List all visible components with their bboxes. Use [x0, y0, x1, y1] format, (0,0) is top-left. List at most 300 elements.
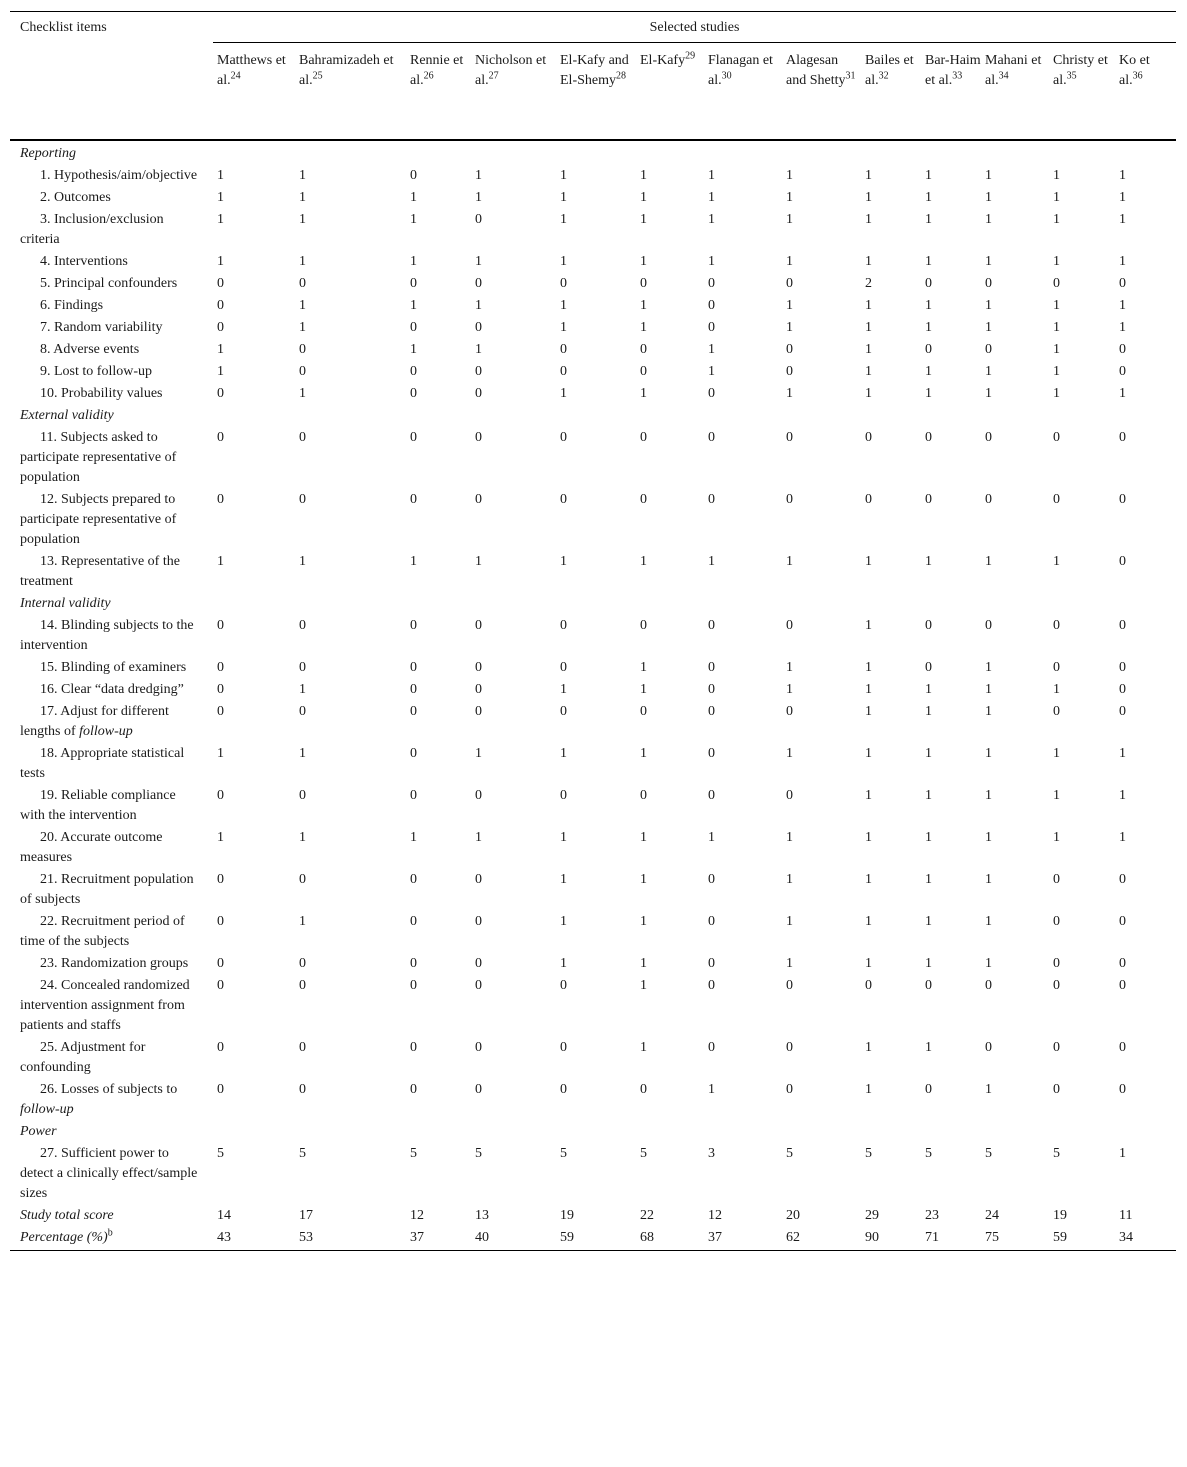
score-cell: 1	[1119, 320, 1126, 335]
score-cell: 1	[475, 168, 482, 183]
score-cell: 0	[708, 872, 715, 887]
score-cell: 1	[985, 682, 992, 697]
score-cell: 0	[925, 342, 932, 357]
score-cell: 1	[299, 190, 306, 205]
score-cell: 0	[217, 298, 224, 313]
study-header	[471, 43, 556, 141]
corner-header: Checklist items	[10, 12, 213, 141]
score-cell: 0	[560, 276, 567, 291]
checklist-item-label	[10, 339, 213, 361]
score-cell: 0	[786, 364, 793, 379]
score-cell: 1	[560, 554, 567, 569]
score-cell: 1	[217, 746, 224, 761]
score-cell: 1	[925, 872, 932, 887]
checklist-item-label	[10, 317, 213, 339]
score-cell: 0	[1053, 978, 1060, 993]
study-header	[861, 43, 921, 141]
score-cell: 1	[640, 168, 647, 183]
table-row	[10, 489, 1176, 551]
score-cell: 0	[1119, 342, 1126, 357]
score-cell: 1	[1119, 830, 1126, 845]
score-cell: 5	[985, 1146, 992, 1161]
total-cell: 22	[640, 1208, 654, 1223]
score-cell: 0	[217, 914, 224, 929]
score-cell: 1	[1053, 190, 1060, 205]
score-cell: 0	[217, 320, 224, 335]
score-cell: 1	[1053, 364, 1060, 379]
study-reference: 28	[616, 70, 626, 82]
score-cell: 1	[865, 1082, 872, 1097]
score-cell: 1	[640, 298, 647, 313]
score-cell: 1	[925, 788, 932, 803]
study-reference: 32	[878, 70, 889, 82]
checklist-item-label	[10, 657, 213, 679]
score-cell: 0	[560, 342, 567, 357]
score-cell: 0	[786, 492, 793, 507]
score-cell: 0	[299, 342, 306, 357]
score-cell: 1	[217, 830, 224, 845]
score-cell: 1	[925, 212, 932, 227]
checklist-item-label	[10, 743, 213, 785]
study-header	[213, 43, 295, 141]
study-header	[704, 43, 782, 141]
score-cell: 1	[640, 190, 647, 205]
score-cell: 0	[640, 704, 647, 719]
score-cell: 1	[925, 704, 932, 719]
score-cell: 1	[865, 254, 872, 269]
checklist-item-text: 19. Reliable compliance with the intervention	[20, 788, 176, 823]
checklist-item-label	[10, 1079, 213, 1121]
score-cell: 1	[475, 554, 482, 569]
score-cell: 0	[410, 746, 417, 761]
study-name: Mahani et al.	[985, 53, 1042, 88]
score-cell: 5	[1053, 1146, 1060, 1161]
score-cell: 1	[410, 298, 417, 313]
score-cell: 1	[786, 386, 793, 401]
score-cell: 1	[925, 298, 932, 313]
checklist-item-text: 26. Losses of subjects to	[40, 1082, 178, 1097]
score-cell: 1	[299, 746, 306, 761]
score-cell: 1	[985, 660, 992, 675]
study-name: El-Kafy and El-Shemy	[560, 53, 629, 88]
score-cell: 0	[1119, 430, 1126, 445]
score-cell: 0	[1119, 956, 1126, 971]
checklist-item-text: 22. Recruitment period of time of the subjects	[20, 914, 185, 949]
study-header	[921, 43, 981, 141]
score-cell: 1	[1053, 212, 1060, 227]
score-cell: 0	[410, 978, 417, 993]
score-cell: 1	[925, 682, 932, 697]
score-cell: 1	[217, 342, 224, 357]
score-cell: 1	[640, 386, 647, 401]
score-cell: 1	[925, 746, 932, 761]
study-name: Alagesan and Shetty	[786, 53, 846, 88]
score-cell: 1	[410, 554, 417, 569]
score-cell: 0	[640, 364, 647, 379]
score-cell: 1	[299, 320, 306, 335]
score-cell: 1	[786, 554, 793, 569]
score-cell: 0	[410, 682, 417, 697]
checklist-item-label	[10, 383, 213, 405]
checklist-item-label	[10, 827, 213, 869]
score-cell: 0	[560, 660, 567, 675]
score-cell: 0	[708, 618, 715, 633]
table-row	[10, 869, 1176, 911]
study-header	[556, 43, 636, 141]
score-cell: 1	[865, 682, 872, 697]
score-cell: 0	[925, 660, 932, 675]
checklist-item-text: 14. Blinding subjects to the intervention	[20, 618, 194, 653]
score-cell: 1	[925, 386, 932, 401]
score-cell: 1	[985, 386, 992, 401]
score-cell: 1	[985, 746, 992, 761]
score-cell: 0	[475, 956, 482, 971]
checklist-item-emphasis: follow-up	[79, 724, 133, 739]
table-row	[10, 1037, 1176, 1079]
score-cell: 0	[475, 978, 482, 993]
table-row	[10, 295, 1176, 317]
score-cell: 0	[1053, 1040, 1060, 1055]
score-cell: 0	[560, 704, 567, 719]
total-row	[10, 1227, 1176, 1251]
score-cell: 1	[475, 342, 482, 357]
score-cell: 1	[410, 830, 417, 845]
score-cell: 0	[985, 342, 992, 357]
checklist-item-label	[10, 679, 213, 701]
score-cell: 0	[1053, 914, 1060, 929]
score-cell: 0	[299, 1040, 306, 1055]
score-cell: 1	[217, 554, 224, 569]
score-cell: 1	[985, 254, 992, 269]
score-cell: 0	[299, 492, 306, 507]
score-cell: 0	[1119, 276, 1126, 291]
score-cell: 1	[475, 254, 482, 269]
score-cell: 1	[1119, 212, 1126, 227]
score-cell: 1	[865, 212, 872, 227]
table-row	[10, 785, 1176, 827]
score-cell: 0	[1119, 978, 1126, 993]
score-cell: 0	[217, 872, 224, 887]
score-cell: 1	[865, 746, 872, 761]
score-cell: 1	[925, 364, 932, 379]
score-cell: 0	[640, 276, 647, 291]
total-cell: 37	[406, 1227, 471, 1251]
checklist-item-label	[10, 953, 213, 975]
score-cell: 1	[985, 320, 992, 335]
score-cell: 0	[217, 386, 224, 401]
score-cell: 0	[786, 1082, 793, 1097]
total-cell: 11	[1119, 1208, 1133, 1223]
total-cell: 34	[1115, 1227, 1176, 1251]
score-cell: 0	[475, 320, 482, 335]
checklist-item-label	[10, 187, 213, 209]
score-cell: 0	[708, 978, 715, 993]
study-name: Bar-Haim et al.	[925, 53, 981, 88]
score-cell: 0	[410, 914, 417, 929]
score-cell: 1	[560, 830, 567, 845]
score-cell: 0	[560, 618, 567, 633]
score-cell: 1	[1053, 788, 1060, 803]
score-cell: 1	[985, 788, 992, 803]
total-cell: 19	[1053, 1208, 1067, 1223]
score-cell: 1	[299, 212, 306, 227]
score-cell: 1	[217, 254, 224, 269]
score-cell: 0	[985, 492, 992, 507]
score-cell: 1	[865, 364, 872, 379]
score-cell: 1	[708, 1082, 715, 1097]
score-cell: 0	[1119, 554, 1126, 569]
checklist-item-emphasis: follow-up	[20, 1102, 74, 1117]
total-cell: 23	[925, 1208, 939, 1223]
score-cell: 5	[475, 1146, 482, 1161]
score-cell: 1	[865, 554, 872, 569]
table-row	[10, 975, 1176, 1037]
score-cell: 1	[640, 872, 647, 887]
table-row	[10, 339, 1176, 361]
score-cell: 1	[1053, 298, 1060, 313]
score-cell: 0	[1119, 682, 1126, 697]
score-cell: 1	[299, 914, 306, 929]
total-cell: 68	[636, 1227, 704, 1251]
score-cell: 0	[299, 660, 306, 675]
checklist-item-label	[10, 911, 213, 953]
total-cell: 14	[217, 1208, 231, 1223]
checklist-item-text: 21. Recruitment population of subjects	[20, 872, 194, 907]
score-cell: 1	[299, 168, 306, 183]
score-cell: 1	[640, 682, 647, 697]
score-cell: 1	[410, 342, 417, 357]
score-cell: 1	[985, 956, 992, 971]
score-cell: 1	[217, 168, 224, 183]
checklist-item-label	[10, 615, 213, 657]
score-cell: 1	[786, 956, 793, 971]
score-cell: 0	[1053, 1082, 1060, 1097]
score-cell: 1	[786, 746, 793, 761]
score-cell: 0	[640, 492, 647, 507]
score-cell: 0	[925, 430, 932, 445]
score-cell: 1	[1119, 746, 1126, 761]
checklist-item-text: 10. Probability values	[40, 386, 163, 401]
score-cell: 1	[1119, 254, 1126, 269]
score-cell: 1	[640, 830, 647, 845]
score-cell: 1	[708, 554, 715, 569]
score-cell: 1	[640, 212, 647, 227]
score-cell: 0	[640, 1082, 647, 1097]
table-row	[10, 657, 1176, 679]
score-cell: 1	[640, 956, 647, 971]
score-cell: 1	[786, 320, 793, 335]
score-cell: 0	[299, 704, 306, 719]
score-cell: 0	[217, 978, 224, 993]
total-label	[10, 1205, 213, 1227]
score-cell: 0	[865, 978, 872, 993]
score-cell: 1	[865, 320, 872, 335]
score-cell: 0	[410, 788, 417, 803]
table-row	[10, 209, 1176, 251]
checklist-item-label	[10, 295, 213, 317]
score-cell: 0	[708, 320, 715, 335]
study-name: El-Kafy	[640, 53, 686, 68]
score-cell: 0	[217, 682, 224, 697]
score-cell: 1	[786, 212, 793, 227]
table-row	[10, 251, 1176, 273]
score-cell: 0	[708, 914, 715, 929]
score-cell: 1	[640, 746, 647, 761]
score-cell: 1	[217, 364, 224, 379]
checklist-item-label	[10, 701, 213, 743]
score-cell: 0	[410, 386, 417, 401]
checklist-item-text: 16. Clear “data dredging”	[40, 682, 184, 697]
study-reference: 25	[312, 70, 323, 82]
score-cell: 0	[708, 298, 715, 313]
score-cell: 1	[1053, 386, 1060, 401]
score-cell: 0	[475, 618, 482, 633]
score-cell: 1	[1053, 830, 1060, 845]
score-cell: 0	[217, 788, 224, 803]
score-cell: 1	[1053, 746, 1060, 761]
score-cell: 0	[560, 1040, 567, 1055]
score-cell: 0	[299, 788, 306, 803]
score-cell: 1	[1119, 386, 1126, 401]
study-header	[636, 43, 704, 141]
total-cell: 75	[981, 1227, 1049, 1251]
study-reference: 27	[488, 70, 499, 82]
total-cell: 71	[921, 1227, 981, 1251]
study-name: Christy et al.	[1053, 53, 1108, 88]
score-cell: 0	[708, 746, 715, 761]
total-cell: 40	[471, 1227, 556, 1251]
score-cell: 1	[640, 254, 647, 269]
checklist-item-label	[10, 1143, 213, 1205]
score-cell: 1	[475, 830, 482, 845]
score-cell: 1	[925, 914, 932, 929]
section-title: Reporting	[20, 146, 76, 161]
study-reference: 26	[423, 70, 434, 82]
score-cell: 1	[640, 978, 647, 993]
score-cell: 0	[410, 1040, 417, 1055]
study-name: Rennie et al.	[410, 53, 464, 88]
score-cell: 1	[865, 618, 872, 633]
score-cell: 3	[708, 1146, 715, 1161]
score-cell: 0	[475, 872, 482, 887]
score-cell: 1	[985, 190, 992, 205]
score-cell: 1	[985, 212, 992, 227]
score-cell: 0	[786, 788, 793, 803]
score-cell: 0	[299, 872, 306, 887]
study-name: Matthews et al.	[217, 53, 286, 88]
study-name: Nicholson et al.	[475, 53, 547, 88]
score-cell: 0	[786, 1040, 793, 1055]
score-cell: 1	[560, 212, 567, 227]
score-cell: 1	[299, 386, 306, 401]
table-body	[10, 140, 1176, 1251]
checklist-item-text: 27. Sufficient power to detect a clinically effect/sample sizes	[20, 1146, 198, 1201]
score-cell: 1	[865, 168, 872, 183]
score-cell: 1	[410, 254, 417, 269]
score-cell: 1	[985, 1082, 992, 1097]
score-cell: 1	[640, 660, 647, 675]
total-cell: 43	[213, 1227, 295, 1251]
study-header	[1049, 43, 1115, 141]
score-cell: 0	[299, 618, 306, 633]
score-cell: 1	[708, 168, 715, 183]
checklist-item-text: 3. Inclusion/exclusion criteria	[20, 212, 164, 247]
checklist-item-text: 15. Blinding of examiners	[40, 660, 187, 675]
score-cell: 0	[1053, 660, 1060, 675]
score-cell: 0	[217, 660, 224, 675]
score-cell: 1	[985, 872, 992, 887]
score-cell: 1	[299, 554, 306, 569]
score-cell: 0	[217, 276, 224, 291]
score-cell: 0	[217, 1082, 224, 1097]
section-title: Power	[20, 1124, 57, 1139]
score-cell: 1	[865, 190, 872, 205]
score-cell: 0	[925, 492, 932, 507]
score-cell: 1	[560, 746, 567, 761]
score-cell: 1	[1053, 254, 1060, 269]
score-cell: 0	[1119, 1082, 1126, 1097]
checklist-item-label	[10, 361, 213, 383]
score-cell: 1	[299, 682, 306, 697]
score-cell: 1	[865, 1040, 872, 1055]
score-cell: 0	[217, 492, 224, 507]
score-cell: 0	[410, 430, 417, 445]
score-cell: 1	[560, 956, 567, 971]
score-cell: 0	[217, 956, 224, 971]
checklist-table-container	[10, 11, 1176, 1251]
score-cell: 1	[560, 872, 567, 887]
score-cell: 1	[786, 830, 793, 845]
score-cell: 0	[708, 682, 715, 697]
score-cell: 1	[1119, 788, 1126, 803]
checklist-item-label	[10, 785, 213, 827]
checklist-item-label	[10, 551, 213, 593]
score-cell: 1	[786, 254, 793, 269]
checklist-item-text: 4. Interventions	[40, 254, 128, 269]
study-name: Bahramizadeh et al.	[299, 53, 394, 88]
checklist-item-label	[10, 251, 213, 273]
score-cell: 1	[1119, 190, 1126, 205]
score-cell: 1	[925, 190, 932, 205]
score-cell: 0	[1119, 1040, 1126, 1055]
score-cell: 0	[1053, 956, 1060, 971]
score-cell: 1	[299, 298, 306, 313]
score-cell: 0	[475, 492, 482, 507]
score-cell: 1	[1119, 168, 1126, 183]
score-cell: 0	[410, 168, 417, 183]
table-row	[10, 551, 1176, 593]
checklist-item-text: 1. Hypothesis/aim/objective	[40, 168, 198, 183]
score-cell: 0	[410, 1082, 417, 1097]
score-cell: 2	[865, 276, 872, 291]
score-cell: 0	[560, 1082, 567, 1097]
table-row	[10, 383, 1176, 405]
score-cell: 5	[410, 1146, 417, 1161]
total-cell: 29	[865, 1208, 879, 1223]
score-cell: 0	[708, 1040, 715, 1055]
score-cell: 0	[1119, 618, 1126, 633]
score-cell: 1	[786, 914, 793, 929]
score-cell: 0	[299, 1082, 306, 1097]
score-cell: 0	[925, 276, 932, 291]
total-label	[10, 1227, 213, 1251]
score-cell: 1	[708, 254, 715, 269]
section-header-row	[10, 1121, 1176, 1143]
score-cell: 1	[925, 1040, 932, 1055]
score-cell: 5	[217, 1146, 224, 1161]
score-cell: 0	[1119, 492, 1126, 507]
total-cell: 53	[295, 1227, 406, 1251]
